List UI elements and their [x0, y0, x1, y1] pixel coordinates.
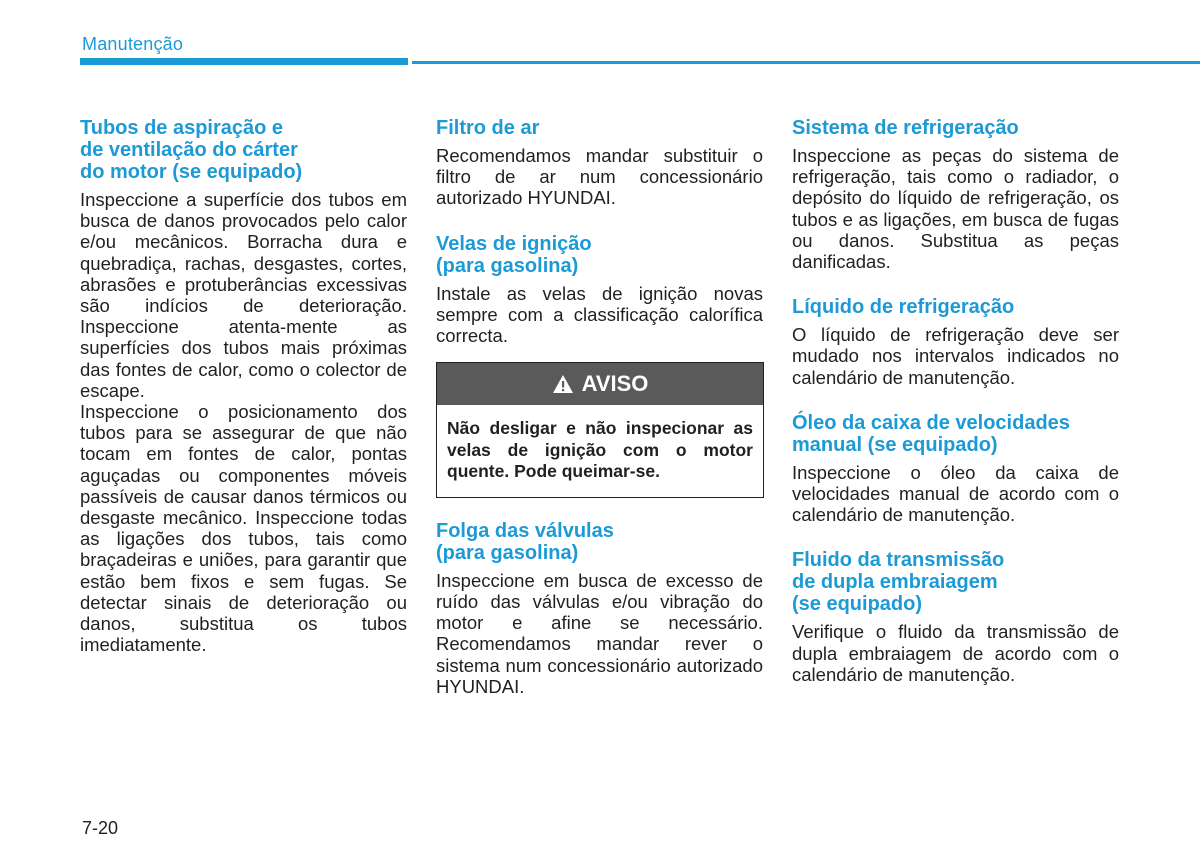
section-paragraph: Inspeccione em busca de excesso de ruído das válvulas e/ou vibração do motor e afine se necessário. Recomendamos mandar rever o sistema num concessionário autorizado HYUNDAI. [436, 569, 763, 697]
section-heading: Tubos de aspiração e de ventilação do cárter do motor (se equipado) [80, 117, 303, 183]
section-cooling-system [792, 117, 1119, 272]
header-rule-thick [80, 58, 408, 65]
warning-text: Não desligar e não inspecionar as velas de ignição com o motor quente. Pode queimar-se. [447, 418, 753, 482]
column-1 [80, 117, 407, 679]
section-paragraph: Inspeccione o óleo da caixa de velocidades manual de acordo com o calendário de manutenção. [792, 461, 1119, 526]
header-rule-thin [412, 61, 1200, 64]
warning-header [437, 363, 763, 405]
warning-box [436, 362, 764, 498]
section-paragraph: Verifique o fluido da transmissão de dupla embraiagem de acordo com o calendário de manutenção. [792, 621, 1119, 685]
running-head: Manutenção [82, 34, 184, 54]
section-heading: Fluido da transmissão de dupla embraiagem (se equipado) [792, 549, 1005, 616]
column-2 [436, 117, 763, 721]
section-paragraph: Recomendamos mandar substituir o filtro de ar num concessionário autorizado HYUNDAI. [436, 145, 763, 209]
warning-title: AVISO [581, 371, 649, 397]
section-paragraph: Inspeccione a superfície dos tubos em busca de danos provocados pelo calor e/ou mecânicos. Borracha dura e quebradiça, rachas, desgastes, cortes, abrasões e protuberâncias excessivas são indícios de deterioração. Inspeccione atenta-mente as superfícies dos tubos mais próximas das fontes de calor, como o colector de escape. [80, 189, 407, 401]
section-heading: Velas de ignição (para gasolina) [436, 232, 592, 277]
section-heading: Óleo da caixa de velocidades manual (se equipado) [792, 411, 1070, 456]
section-heading: Filtro de ar [436, 117, 540, 139]
section-heading: Folga das válvulas (para gasolina) [436, 519, 614, 564]
section-manual-gearbox-oil [792, 412, 1119, 526]
section-crankcase-ventilation-hoses [80, 117, 407, 655]
section-spark-plugs [436, 233, 763, 347]
column-3 [792, 117, 1119, 709]
section-heading: Líquido de refrigeração [792, 296, 1015, 319]
warning-triangle-icon [552, 374, 574, 394]
page-number: 7-20 [82, 818, 119, 838]
section-paragraph: Instale as velas de ignição novas sempre com a classificação calorífica correcta. [436, 282, 763, 347]
section-paragraph: Inspeccione as peças do sistema de refrigeração, tais como o radiador, o depósito do líquido de refrigeração, os tubos e as ligações, em busca de fugas ou danos. Substitua as peças danificadas. [792, 145, 1119, 273]
section-coolant [792, 296, 1119, 388]
section-air-filter [436, 117, 763, 209]
section-dual-clutch-fluid [792, 549, 1119, 685]
section-heading: Sistema de refrigeração [792, 117, 1019, 139]
section-valve-clearance [436, 520, 763, 697]
section-paragraph: Inspeccione o posicionamento dos tubos para se assegurar de que não tocam em fontes de calor, pontas aguçadas ou componentes móveis passíveis de causar danos térmicos ou desgaste mecânico. Inspeccione todas as ligações dos tubos, tais como braçadeiras e uniões, para garantir que estão bem fixos e sem fugas. Se detectar sinais de deterioração ou danos, substitua os tubos imediatamente. [80, 401, 407, 656]
section-paragraph: O líquido de refrigeração deve ser mudado nos intervalos indicados no calendário de manutenção. [792, 324, 1119, 388]
